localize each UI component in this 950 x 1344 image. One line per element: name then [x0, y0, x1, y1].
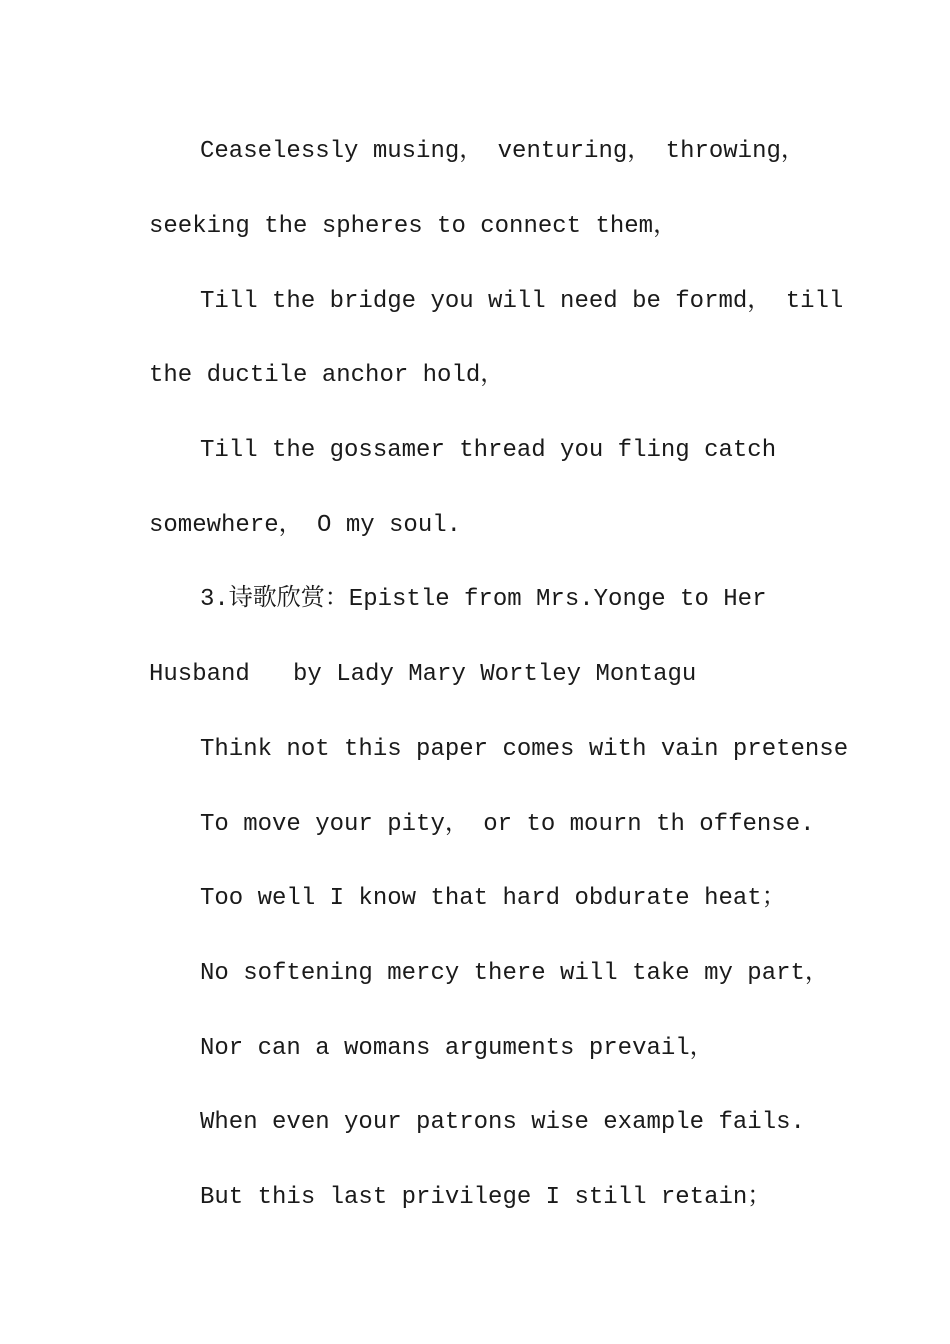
- poem-line-3: Till the bridge you will need be formd， till: [200, 288, 844, 315]
- poem-line-5: Till the gossamer thread you fling catch: [200, 437, 777, 464]
- epistle-line-3: Too well I know that hard obdurate heat；: [200, 885, 786, 912]
- epistle-line-2: To move your pity， or to mourn th offense.: [200, 811, 815, 838]
- poem-line-6: somewhere， O my soul.: [149, 512, 462, 539]
- epistle-line-7: But this last privilege I still retain；: [200, 1184, 772, 1211]
- epistle-line-6: When even your patrons wise example fails.: [200, 1109, 805, 1136]
- section-heading-continued: Husband by Lady Mary Wortley Montagu: [149, 661, 697, 688]
- epistle-line-4: No softening mercy there will take my part，: [200, 960, 829, 987]
- poem-line-1: Ceaselessly musing， venturing， throwing，: [200, 138, 805, 165]
- epistle-line-1: Think not this paper comes with vain pretense: [200, 736, 849, 763]
- section-heading: 3.诗歌欣赏：Epistle from Mrs.Yonge to Her: [200, 586, 767, 613]
- epistle-line-5: Nor can a womans arguments prevail，: [200, 1035, 714, 1062]
- poem-line-4: the ductile anchor hold，: [149, 362, 505, 389]
- poem-line-2: seeking the spheres to connect them，: [149, 213, 678, 240]
